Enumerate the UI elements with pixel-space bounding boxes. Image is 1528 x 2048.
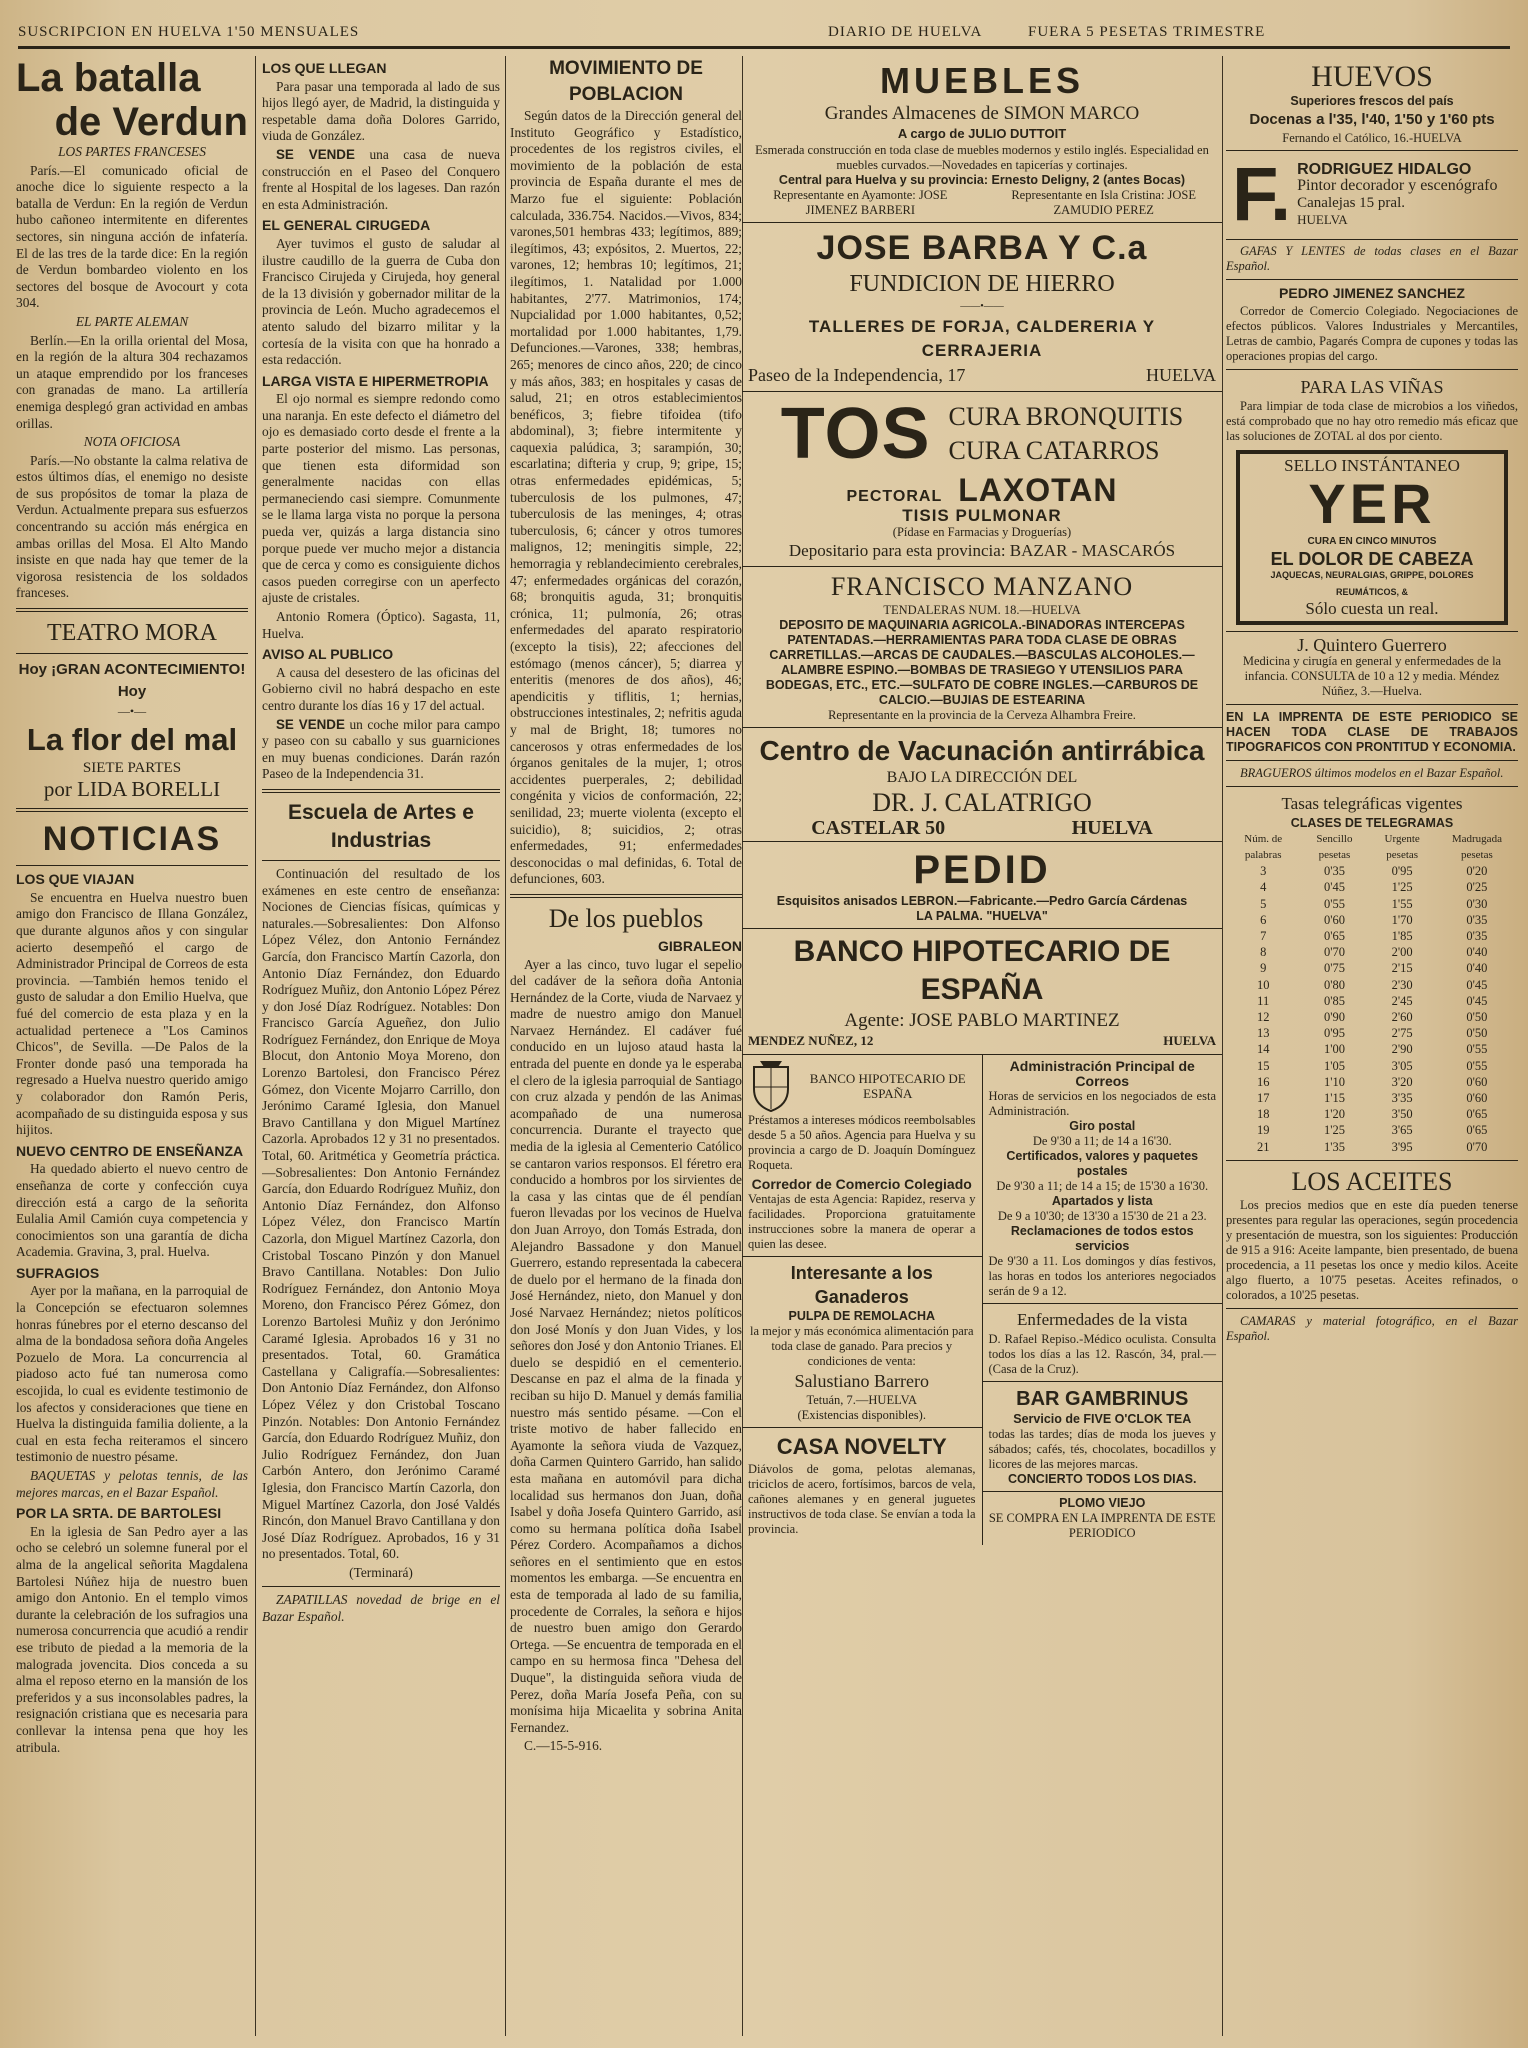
corredor-heading: Corredor de Comercio Colegiado xyxy=(751,1175,972,1192)
plomo-heading: PLOMO VIEJO xyxy=(1059,1495,1146,1510)
vinas-text: Para limpiar de toda clase de microbios a los viñedos, está comprobado que no hay otro remedio más eficaz que las soluciones de ZOTAL al dos por ciento. xyxy=(1226,398,1518,443)
tasas-table xyxy=(1226,831,1518,1155)
table-cell: 0'20 xyxy=(1466,864,1488,879)
table-row xyxy=(1226,960,1518,976)
novelty-text: Diávolos de goma, pelotas alemanas, triciclos de acero, fortísimos, barcos de vela, cañones alemanes y en general juguetes instructivos de toda clase. Se envían a toda la provincia. xyxy=(748,1461,976,1536)
ad-sello-yer xyxy=(1236,450,1508,626)
tos-word: TOS xyxy=(780,394,931,475)
table-cell: 3'35 xyxy=(1391,1091,1413,1105)
manzano-title: FRANCISCO MANZANO xyxy=(830,571,1134,601)
vende2-heading: SE VENDE xyxy=(276,716,345,732)
ad-huevos xyxy=(1226,56,1518,151)
cirugeda-text: Ayer tuvimos el gusto de saludar al ilustre caudillo de la guerra de Cuba don Francisco Cirujeda y Cirujeda, hoy general de la 13 división y gobernador militar de la provincia de León. Mucho agradecemos el atento saludo del bizarro militar y la cortesía de la visita con que ha honrado a esta redacción. xyxy=(262,235,500,368)
table-cell: 3 xyxy=(1260,864,1267,879)
pueblos-title: De los pueblos xyxy=(548,903,704,933)
table-cell: 0'65 xyxy=(1323,928,1345,943)
table-cell: 1'00 xyxy=(1323,1042,1345,1057)
pulpa-heading: PULPA DE REMOLACHA xyxy=(788,1308,936,1323)
barba-fundicion: FUNDICION DE HIERRO xyxy=(849,270,1115,297)
ad-muebles xyxy=(742,56,1222,223)
banco-title: BANCO HIPOTECARIO DE ESPAÑA xyxy=(793,934,1171,1006)
gambrinus-text: todas las tardes; días de moda los jueves y sábados; cafés, tés, chocolates, bocadillos y licores de las mejores marcas. xyxy=(988,1426,1216,1471)
bartolesi-text: En la iglesia de San Pedro ayer a las ocho se celebró un solemne funeral por el alma de la angelical señorita Magdalena Bartolesi Núñez hija de nuestro buen amigo don Antonio. En el templo vimos durante la celebración de los sufragios una numerosa concurrencia que acudió a rendir ese tributo de piedad a la memoria de la malograda jovencita. Dios conceda a su alma el reposo eterno en la mansión de los preferidos y a sus inconsolables padres, la resignación cristiana que es necesaria para conllevar la intensa pena que hoy les atribula. xyxy=(16,1523,248,1755)
ganaderos-title: Interesante a los Ganaderos xyxy=(790,1262,933,1307)
muebles-cargo: A cargo de JULIO DUTTOIT xyxy=(897,126,1067,141)
huevos-title: HUEVOS xyxy=(1311,60,1433,93)
muebles-rep-isla: Representante en Isla Cristina: JOSE ZAMUDIO PEREZ xyxy=(1011,187,1197,217)
tasas-title: Tasas telegráficas vigentes xyxy=(1281,793,1463,813)
muebles-title: MUEBLES xyxy=(879,60,1084,101)
vinas-title: PARA LAS VIÑAS xyxy=(1300,376,1444,397)
table-cell: 4 xyxy=(1260,880,1267,895)
table-row xyxy=(1226,944,1518,960)
romera-signature: Antonio Romera (Óptico). Sagasta, 11, Huelva. xyxy=(262,609,500,641)
aleman-heading: EL PARTE ALEMAN xyxy=(75,313,189,329)
huevos-precio: Docenas a l'35, l'40, 1'50 y 1'60 pts xyxy=(1249,111,1495,128)
hidalgo-initial: F. xyxy=(1232,152,1292,237)
muebles-sub: Grandes Almacenes de SIMON MARCO xyxy=(824,103,1140,124)
hidalgo-city: HUELVA xyxy=(1297,211,1348,227)
recl-text: De 9'30 a 11. Los domingos y días festivos, las horas en todos los anteriores negociados serán de 9 a 12. xyxy=(988,1253,1216,1298)
table-cell: 0'70 xyxy=(1466,1139,1488,1154)
table-cell: 12 xyxy=(1256,1009,1270,1024)
movimiento-title: MOVIMIENTO DE POBLACION xyxy=(549,58,703,105)
manzano-rep: Representante en la provincia de la Cerveza Alhambra Freire. xyxy=(828,707,1136,722)
ad-laxotan xyxy=(742,392,1222,567)
tasas-header: Núm. de palabras xyxy=(1244,832,1283,861)
table-cell: 3'65 xyxy=(1391,1123,1413,1138)
pedro-text: Corredor de Comercio Colegiado. Negociaciones de efectos públicos. Valores Industriales y Mercantiles, Letras de cambio, Pagarés Compra de cupones y todas las operaciones propias del cargo. xyxy=(1226,303,1518,363)
table-cell: 6 xyxy=(1260,912,1267,927)
muebles-rep-ayamonte: Representante en Ayamonte: JOSE JIMENEZ BARBERI xyxy=(773,187,948,217)
barrero-name: Salustiano Barrero xyxy=(794,1370,929,1391)
table-cell: 1'85 xyxy=(1391,928,1413,943)
cirugeda-heading: EL GENERAL CIRUGEDA xyxy=(262,217,431,234)
table-cell: 3'95 xyxy=(1391,1139,1413,1154)
table-row xyxy=(1226,879,1518,895)
table-cell: 15 xyxy=(1256,1058,1270,1073)
vista-text: El ojo normal es siempre redondo como una naranja. En este defecto el diámetro del ojo es demasiado corto desde el frente a la parte posterior del mismo. Las personas, que tienen esta diformidad son generalmente nacidas con ellas permaneciendo casi siempre. Comunmente se le llama larga vista no porque la persona pueda ver, quizás a larga distancia sino porque puede ver mucho mejor a distancia que de cerca y como es consiguiente dichos casos pueden corregirse con un aperfecto ajuste de cristales. xyxy=(262,391,500,606)
correos-text: Horas de servicios en los negociados de esta Administración. xyxy=(988,1088,1216,1118)
pectoral-label: PECTORAL xyxy=(846,488,943,506)
table-cell: 10 xyxy=(1256,977,1270,992)
table-row xyxy=(1226,1090,1518,1106)
teatro-line: Hoy ¡GRAN ACONTECIMIENTO! Hoy xyxy=(18,661,246,701)
subscription-outside: FUERA 5 PESETAS TRIMESTRE xyxy=(1028,24,1266,40)
corredor-text: Ventajas de esta Agencia: Rapidez, reserva y facilidades. Proporciona gratuitamente instrucciones sobre la manera de operar a quien las desee. xyxy=(748,1191,976,1251)
table-cell: 11 xyxy=(1257,993,1270,1008)
table-cell: 0'95 xyxy=(1391,864,1413,879)
apart-heading: Apartados y lista xyxy=(1051,1193,1153,1208)
table-row xyxy=(1226,912,1518,928)
sufragios-heading: SUFRAGIOS xyxy=(16,1264,100,1281)
tasas-header: Madrugada pesetas xyxy=(1451,832,1502,861)
table-cell: 16 xyxy=(1256,1074,1270,1089)
table-cell: 2'00 xyxy=(1391,945,1413,960)
aviso-heading: AVISO AL PUBLICO xyxy=(262,646,394,663)
movimiento-text: Según datos de la Dirección general del Instituto Geográfico y Estadístico, procedentes de los registros civiles, el movimiento de la población de esta provincia de España durante el mes de Marzo fue el siguiente: Población calculada, 336.754. Nacidos.—Vivos, 834; varones,501 hembras 433; legítimos, 889; ilegítimos, 43; expósitos, 2. Muertos, 22; varones, 12; hembras 10; legítimos, 21; ilegítimos, 1. Natalidad por 1.000 habitantes, 2'77. Matrimonios, 174; Nupcialidad por 1.000 habitantes, 0,52; mortalidad por 1.000 habitantes, 1,79. Defunciones.—Varones, 338; hembras, 265; menores de cinco años, 220; de cinco y más años, 383; en hospitales y casas de salud, 21; en otros establecimientos benéficos, 3; fiebre tifoidea (tifo abdominal), 3; fiebre intermitente y caquexia palúdica, 3; sarampión, 30; escarlatina; difteria y crup, 9; gripe, 15; otras enfermedades epidémicas, 5; tuberculosis de los pulmones, 47; tuberculosis de las meninges, 4; otras tuberculosis, 6; cáncer y otros tumores malignos, 12; meningitis simple, 22; hemorragia y reblandecimiento cerebrales, 47; enfermedades orgánicas del corazón, 68; bronquitis aguda, 31; bronquitis crónica, 11; pulmonía, 26; otras enfermedades del aparato respiratorio (excepto la tisis), 22; afecciones del estómago (menos cáncer), 5; diarrea y enteritis (menores de dos años), 46; apendicitis y tiflitis, 1; hernias, obstrucciones intestinales, 2; nefritis aguda y mal de Bright, 18; tumores no cancerosos y otras enfermedades de los órganos genitales de la mujer, 1; otros accidentes puerperales, 2; debilidad congénita y vicios de conformación, 22; senilidad, 23; muerte violenta (excepto el suicidio), 8; suicidios, 2; otras enfermedades, 91; enfermedades desconocidas o mal definidas, 6. Total de defunciones, 603. xyxy=(510,108,742,887)
table-cell: 1'70 xyxy=(1391,912,1413,927)
table-cell: 13 xyxy=(1256,1026,1270,1041)
plomo-text: SE COMPRA EN LA IMPRENTA DE ESTE PERIODICO xyxy=(988,1510,1216,1540)
escuela-text: Continuación del resultado de los exámenes en este centro de enseñanza: Nociones de Ciencias físicas, químicas y naturales.—Sobresalientes: Don Alfonso López Vélez, don Antonio Fernández García, don Francisco Martín Cazorla, don Antonio Díaz Fernández, don Eduardo Rodríguez Muñiz, don Antonio López Pérez y don José Díaz Rodríguez. Notables: Don Francisco García Agueñez, don Julio Rodríguez Fernández, don Enrique de Moya Blocut, don Antonio Moya Moreno, don Lorenzo Bartolesi, don Francisco Pérez Gómez, don Vicente Mojarro Carrillo, don Jerónimo Caramé Iglesia, don Manuel Bravo Cantillana y don Miguel Martínez Cazorla. Aprobados 12 y 31 no presentados. Total, 60. Aritmética y Geometría práctica.—Sobresalientes: Don Antonio Fernández García, don Eduardo Rodríguez Muñiz, don Antonio Díaz Fernández, don Alfonso López Vélez, don Francisco Martín Cazorla, don Miguel Martínez Cazorla, don Cristobal Toscano Pinzón y don Manuel Bravo Cantillana. Notables: Don Julio Rodríguez Fernández, don Antonio Moya Moreno, don Francisco Pérez Gómez, don Lorenzo Bartolesi Muñiz y don Jerónimo Caramé Iglesia. Aprobados 16 y 31 no presentados. Total, 60. Gramática Castellana y Caligrafía.—Sobresalientes: Don Antonio Díaz Fernández, don Alfonso López Vélez y don Cristobal Toscano Pinzón. Notables: Don Antonio Fernández García, don Eduardo Rodríguez Muñiz, don Julio Rodríguez Fernández, don Juan Carbón Antero, don Jerónimo Caramé Iglesia, don Francisco Martín Cazorla, don Miguel Martínez Cazorla, don José Valdés Rincón, don Manuel Bravo Cantillana y don José Díaz Rodríguez. Aprobados, 16 y 31 no presentados. Total, 60. xyxy=(262,865,500,1562)
flor-parts: SIETE PARTES xyxy=(82,759,182,776)
flor-title: La flor del mal xyxy=(26,721,238,757)
pulpa-text: la mejor y más económica alimentación para toda clase de ganado. Para precios y condiciones de venta: xyxy=(749,1323,974,1368)
table-cell: 0'50 xyxy=(1466,1009,1488,1024)
table-cell: 0'35 xyxy=(1466,912,1488,927)
table-cell: 3'20 xyxy=(1391,1074,1413,1089)
apart-text: De 9 a 10'30; de 13'30 a 15'30 de 21 a 23. xyxy=(997,1208,1207,1223)
table-cell: 1'15 xyxy=(1323,1091,1345,1105)
barba-city: HUELVA xyxy=(1145,365,1216,386)
yer-precio: Sólo cuesta un real. xyxy=(1305,598,1439,618)
vacuna-title: Centro de Vacunación antirrábica xyxy=(759,734,1205,766)
table-cell: 0'55 xyxy=(1466,1042,1488,1057)
laxotan-name: LAXOTAN xyxy=(958,472,1118,509)
vista-heading: LARGA VISTA E HIPERMETROPIA xyxy=(262,372,489,389)
banco-address: MENDEZ NUÑEZ, 12 xyxy=(748,1032,874,1048)
column-5 xyxy=(1226,56,1518,2046)
franceses-text: París.—El comunicado oficial de anoche dice lo siguiente respecto a la batalla de Verdun: En la región de Verdun hubo cañoneo intermitente en diferentes sectores, sin ninguna acción de infatería. El de las tres de la tarde dice: En la región de Verdun bombardeo violento en los sectores del bosque de Avocourt y cota 304. xyxy=(16,162,248,311)
table-cell: 1'20 xyxy=(1323,1107,1345,1122)
table-cell: 0'75 xyxy=(1323,961,1345,976)
noticias-title: NOTICIAS xyxy=(42,820,222,859)
table-row xyxy=(1226,1139,1518,1155)
huevos-address: Fernando el Católico, 16.-HUELVA xyxy=(1282,131,1462,145)
bartolesi-heading: POR LA SRTA. DE BARTOLESI xyxy=(16,1505,222,1522)
aviso-text: A causa del desestero de las oficinas del Gobierno civil no habrá despacho en este centro durante los días 16 y 17 del actual. xyxy=(262,664,500,713)
barba-address: Paseo de la Independencia, 17 xyxy=(748,365,966,386)
vacuna-city: HUELVA xyxy=(1071,817,1153,840)
barrero-address: Tetuán, 7.—HUELVA xyxy=(806,1392,918,1407)
table-cell: 0'95 xyxy=(1323,1026,1345,1041)
vacuna-bajo: BAJO LA DIRECCIÓN DEL xyxy=(886,768,1078,786)
huevos-sub: Superiores frescos del país xyxy=(1290,94,1454,108)
subscription-huelva: SUSCRIPCION EN HUELVA 1'50 MENSUALES xyxy=(18,24,360,40)
yer-name: YER xyxy=(1308,472,1436,536)
gafas-ad: GAFAS Y LENTES de todas clases en el Bazar Español. xyxy=(1226,244,1518,273)
teatro-title: TEATRO MORA xyxy=(46,620,217,647)
tasas-header: Sencillo pesetas xyxy=(1316,832,1353,861)
table-cell: 0'60 xyxy=(1323,912,1345,927)
table-cell: 2'45 xyxy=(1391,993,1413,1008)
barba-talleres: TALLERES DE FORJA, CALDERERIA Y CERRAJERIA xyxy=(808,317,1156,361)
table-row xyxy=(1226,977,1518,993)
tasas-clases: CLASES DE TELEGRAMAS xyxy=(1290,815,1454,830)
table-cell: 0'45 xyxy=(1323,880,1345,895)
ad-francisco-manzano xyxy=(742,567,1222,728)
ad-vacunacion xyxy=(742,728,1222,842)
llegan-text: Para pasar una temporada al lado de sus hijos llegó ayer, de Madrid, la distinguida y respetable dama doña Dolores Garrido, viuda de González. xyxy=(262,78,500,144)
table-cell: 0'30 xyxy=(1466,896,1488,911)
table-cell: 0'70 xyxy=(1323,945,1345,960)
table-cell: 0'80 xyxy=(1323,977,1345,992)
escuela-title: Escuela de Artes e Industrias xyxy=(288,800,474,852)
table-cell: 0'35 xyxy=(1466,928,1488,943)
camaras-ad: CAMARAS y material fotográfico, en el Bazar Español. xyxy=(1226,1313,1518,1343)
table-cell: 0'35 xyxy=(1323,864,1345,879)
barba-title: JOSE BARBA Y C.a xyxy=(816,228,1148,267)
table-cell: 0'45 xyxy=(1466,993,1488,1008)
table-cell: 0'45 xyxy=(1466,977,1488,992)
pedid-title: PEDID xyxy=(913,847,1051,892)
sufragios-text: Ayer por la mañana, en la parroquial de la Concepción se efectuaron solemnes honras fúnebres por el eterno descanso del alma de la bondadosa señora doña Angeles Pozuelo de Mora. La concurrencia al piadoso acto fué tan numerosa como escojida, lo cual es evidente testimonio de los afectos y consideraciones que tiene en Huelva la distinguida familia doliente, a la cual en esta fecha reiteramos el sincero testimonio de nuestro pésame. xyxy=(16,1283,248,1465)
vende1-text: una casa de nueva construcción en el Paseo del Conquero frente al Hospital de los lageses. Dan razón en esta Administración. xyxy=(262,146,500,212)
table-cell: 3'50 xyxy=(1391,1107,1413,1122)
hidalgo-oficio: Pintor decorador y escenógrafo xyxy=(1297,177,1498,195)
table-cell: 0'25 xyxy=(1466,880,1488,895)
newspaper-name: DIARIO DE HUELVA xyxy=(828,24,983,40)
table-cell: 2'75 xyxy=(1391,1026,1413,1041)
viajan-heading: LOS QUE VIAJAN xyxy=(16,871,135,888)
table-cell: 2'15 xyxy=(1391,961,1413,976)
table-cell: 0'65 xyxy=(1466,1107,1488,1122)
tasas-header: Urgente pesetas xyxy=(1384,832,1420,861)
table-row xyxy=(1226,896,1518,912)
verdun-title-line2: de Verdun xyxy=(54,100,248,144)
table-cell: 5 xyxy=(1260,896,1267,911)
corresponsal: C.—15-5-916. xyxy=(524,1738,603,1754)
table-cell: 0'55 xyxy=(1323,896,1345,911)
table-cell: 19 xyxy=(1256,1123,1270,1138)
table-cell: 1'10 xyxy=(1323,1074,1345,1089)
bh-name: BANCO HIPOTECARIO DE ESPAÑA xyxy=(809,1070,966,1101)
imprenta-notice: EN LA IMPRENTA DE ESTE PERIODICO SE HACEN TODA CLASE DE TRABAJOS TIPOGRAFICOS CON PRONTITUD Y ECONOMIA. xyxy=(1226,709,1518,754)
flor-author: por LIDA BORELLI xyxy=(43,777,221,802)
bh-text: Préstamos a intereses módicos reembolsables desde 5 a 50 años. Agencia para Huelva y su provincia a cargo de D. Joaquín Domínguez Roqueta. xyxy=(748,1112,976,1172)
ensenanza-text: Ha quedado abierto el nuevo centro de enseñanza de corte y confección cuya dirección está a cargo de la señorita Eulalia Amil Camión cuya competencia y conocimientos son una garantía de dicha Academia. Gravina, 3, pral. Huelva. xyxy=(16,1161,248,1260)
pedid-text: Esquisitos anisados LEBRON.—Fabricante.—Pedro García Cárdenas xyxy=(776,893,1188,908)
table-cell: 0'55 xyxy=(1466,1058,1488,1073)
table-cell: 0'65 xyxy=(1466,1123,1488,1138)
pedro-heading: PEDRO JIMENEZ SANCHEZ xyxy=(1279,285,1465,301)
table-cell: 17 xyxy=(1256,1091,1270,1105)
table-cell: 1'05 xyxy=(1323,1058,1345,1073)
yer-dolor: EL DOLOR DE CABEZA xyxy=(1270,548,1474,569)
table-row xyxy=(1226,1009,1518,1025)
baquetas-ad: BAQUETAS y pelotas tennis, de las mejores marcas, en el Bazar Español. xyxy=(16,1468,248,1500)
table-row xyxy=(1226,993,1518,1009)
table-row xyxy=(1226,1058,1518,1074)
table-cell: 0'50 xyxy=(1466,1026,1488,1041)
table-row xyxy=(1226,1106,1518,1122)
aceites-text: Los precios medios que en este día pueden tenerse presentes para regular las operaciones, según procedencia y presentación de muestra, son los siguientes: Producción de 915 a 916: Aceite lampante, bien presentado, de buena procedencia, a 11 pesetas los once y medio kilos. Aceite algo fluerto, a 10'75 pesetas. Aceites refinados, o colorados, a 10'25 pesetas. xyxy=(1226,1197,1518,1302)
ad-rodriguez-hidalgo xyxy=(1226,151,1518,240)
tisis-label: TISIS PULMONAR xyxy=(902,506,1062,526)
coat-of-arms-icon xyxy=(748,1059,794,1113)
vende2-text: un coche milor para campo y paseo con su caballo y sus guarniciones en muy buenas condiciones. Darán razón Paseo de la Independencia 31. xyxy=(262,716,500,782)
table-cell: 1'55 xyxy=(1391,896,1413,911)
ad-banco-hipotecario xyxy=(742,929,1222,1055)
table-row xyxy=(1226,1025,1518,1041)
aceites-title: LOS ACEITES xyxy=(1291,1166,1453,1196)
manzano-text: DEPOSITO DE MAQUINARIA AGRICOLA.-BINADORAS INTERCEPAS PATENTADAS.—HERRAMIENTAS PARA TODA CLASE DE OBRAS CARRETILLAS.—ARCAS DE CAUDALES.—BASCULAS ALCOHOLES.—ALAMBRE ESPINO.—BOMBAS DE TRASIEGO Y UTENSILIOS PARA BODEGAS, ETC., ETC.—SULFATO DE COBRE INGLES.—CARBUROS DE CALCIO.—BUJIAS DE ESTEARINA xyxy=(765,617,1199,707)
table-cell: 9 xyxy=(1260,961,1267,976)
oficiosa-heading: NOTA OFICIOSA xyxy=(83,434,181,450)
tos-cura-catarros: CURA CATARROS xyxy=(948,436,1160,466)
table-cell: 0'60 xyxy=(1466,1074,1488,1089)
column-2 xyxy=(262,56,500,2046)
column-1: La batalla de Verdun LOS PARTES FRANCESES París.—El comunicado oficial de anoche dice lo siguiente respecto a la batalla de Verdun: En la región de Verdun hubo cañoneo intermitente en diferentes sectores, sin ninguna acción de infatería. El de las tres de la tarde dice: En la región de Verdun bombardeo violento en los sectores del bosque de Avocourt y cota 304. EL PARTE ALEMAN Berlín.—En la orilla oriental del Mosa, en la región de la altura 304 rechazamos un ataque emprendido por los franceses con granadas de mano. La artillería enemiga desplegó gran actividad en ambas orillas. NOTA OFICIOSA París.—No obstante la calma relativa de estos últimos días, el enemigo no desiste de sus propósitos de tomar la plaza de Verdun. Actualmente prepara sus esfuerzos concentrando su acción más enérgica en ambas orillas del Mosa. El Alto Mando insiste en que nada hay que temer de la vigorosa resistencia de los soldados franceses. TEATRO MORA Hoy ¡GRAN ACONTECIMIENTO! Hoy —•— La flor del mal SIETE PARTES por LIDA BORELLI NOTICIAS LOS QUE VIAJAN Se encuentra en Huelva nuestro buen amigo don Francisco de Illana González, que durante algunos años y con singular acierto desempeñó el cargo de Administrador Principal de Correos de esta provincia. —También hemos tenido el gusto de saludar a don Emilio Huelva, que fué del comercio de esta plaza y en la actualidad pertenece a "Los Caminos Chicos", de Sevilla. —De Palos de la Fronter donde pasó una temporada ha regresado a Huelva nuestro querido amigo y colaborador don Ramón Peris, acompañado de su distinguida esposa y sus hijitos. NUEVO CENTRO DE ENSEÑANZA Ha quedado abierto el nuevo centro de enseñanza de corte y confección cuya dirección está a cargo de la señorita Eulalia Amil Camión cuya competencia y conocimientos son una garantía de dicha Academia. Gravina, 3, pral. Huelva. SUFRAGIOS Ayer por la mañana, en la parroquial de la Concepción se efectuaron solemnes honras fúnebres por el eterno descanso del alma de la bondadosa señora doña Angeles Pozuelo de Mora. La concurrencia al piadoso acto fué tan numerosa como escojida, lo cual es evidente testimonio de los afectos y consideraciones que tiene en Huelva la distinguida familia doliente, a la cual en esta fecha reiteramos el sincero testimonio de nuestro pésame. BAQUETAS y pelotas tennis, de las mejores marcas, en el Bazar Español. POR LA SRTA. DE BARTOLESI En la iglesia de San Pedro ayer a las ocho se celebró un solemne funeral por el alma de la angelical señorita Magdalena Bartolesi Núñez hija de nuestro buen amigo don Antonio. En el templo vimos durante la celebración de los sufragios una numerosa concurrencia que acudió a rendir ese tributo de piedad a la memoria de la malograda jovencita. Dios conceda a su alma el reposo eterno en la mansión de los preferidos y a sus inconsolables padres, la resignación cristiana que es necesaria para conllevar la intensa pena que hoy les atribula. xyxy=(16,56,248,1755)
table-cell: 8 xyxy=(1260,945,1267,960)
table-cell: 1'25 xyxy=(1323,1123,1345,1138)
table-cell: 0'40 xyxy=(1466,961,1488,976)
manzano-address: TENDALERAS NUM. 18.—HUELVA xyxy=(883,602,1081,617)
table-row xyxy=(1226,1041,1518,1057)
muebles-central: Central para Huelva y su provincia: Ernesto Deligny, 2 (antes Bocas) xyxy=(778,172,1186,187)
vende1-heading: SE VENDE xyxy=(276,146,355,162)
recl-heading: Reclamaciones de todos estos servicios xyxy=(1010,1223,1194,1253)
vista-ad-title: Enfermedades de la vista xyxy=(1017,1309,1188,1329)
banco-city: HUELVA xyxy=(1163,1032,1216,1048)
tos-cura-bronquitis: CURA BRONQUITIS xyxy=(948,402,1184,432)
hidalgo-address: Canalejas 15 pral. xyxy=(1297,195,1406,211)
gambrinus-service: Servicio de FIVE O'CLOK TEA xyxy=(1013,1411,1192,1426)
sello-title: SELLO INSTÁNTANEO xyxy=(1284,455,1460,475)
terminara: (Terminará) xyxy=(349,1564,413,1580)
repiso-text: D. Rafael Repiso.-Médico oculista. Consulta todos los días a las 12. Rascón, 34, pral.— (Casa de la Cruz). xyxy=(988,1331,1216,1376)
zapatillas-ad: ZAPATILLAS novedad de brige en el Bazar Español. xyxy=(262,1592,500,1625)
oficiosa-text: París.—No obstante la calma relativa de estos últimos días, el enemigo no desiste de sus propósitos de tomar la plaza de Verdun. Actualmente prepara sus esfuerzos concentrando su acción más enérgica en ambas orillas del Mosa. El Alto Mando insiste en que nada hay que temer de la vigorosa resistencia de los soldados franceses. xyxy=(16,452,248,601)
pidase-note: (Pídase en Farmacias y Droguerías) xyxy=(892,524,1072,539)
table-cell: 0'90 xyxy=(1323,1009,1345,1024)
depositario: Depositario para esta provincia: BAZAR - MASCARÓS xyxy=(788,540,1176,560)
table-cell: 18 xyxy=(1256,1107,1270,1122)
cert-heading: Certificados, valores y paquetes postales xyxy=(1006,1148,1199,1178)
table-cell: 7 xyxy=(1260,928,1267,943)
table-cell: 2'30 xyxy=(1391,977,1413,992)
table-cell: 21 xyxy=(1256,1139,1270,1154)
correos-title: Administración Principal de Correos xyxy=(1009,1057,1195,1089)
table-row xyxy=(1226,1122,1518,1138)
giro-text: De 9'30 a 11; de 14 a 16'30. xyxy=(1032,1133,1172,1148)
table-cell: 0'60 xyxy=(1466,1091,1488,1105)
table-cell: 0'40 xyxy=(1466,945,1488,960)
pedid-lugar: LA PALMA. "HUELVA" xyxy=(916,908,1048,923)
bragueros-ad: BRAGUEROS últimos modelos en el Bazar Español. xyxy=(1240,765,1504,780)
table-row xyxy=(1226,928,1518,944)
ensenanza-heading: NUEVO CENTRO DE ENSEÑANZA xyxy=(16,1142,244,1159)
giro-heading: Giro postal xyxy=(1069,1118,1136,1133)
vacuna-address: CASTELAR 50 xyxy=(811,817,946,840)
table-cell: 1'25 xyxy=(1391,880,1413,895)
table-cell: 2'90 xyxy=(1391,1042,1413,1057)
table-row xyxy=(1226,863,1518,879)
quintero-name: J. Quintero Guerrero xyxy=(1297,635,1447,656)
table-row xyxy=(1226,1074,1518,1090)
viajan-text: Se encuentra en Huelva nuestro buen amigo don Francisco de Illana González, que durante algunos años y con singular acierto desempeñó el cargo de Administrador Principal de Correos de esta provincia. —También hemos tenido el gusto de saludar a don Emilio Huelva, que fué del comercio de esta plaza y en la actualidad pertenece a "Los Caminos Chicos", de Sevilla. —De Palos de la Fronter donde pasó una temporada ha regresado a Huelva nuestro querido amigo y colaborador don Ramón Peris, acompañado de su distinguida esposa y sus hijitos. xyxy=(16,889,248,1138)
verdun-title-line1: La batalla xyxy=(16,56,201,100)
franceses-heading: LOS PARTES FRANCESES xyxy=(58,144,206,159)
banco-agente: Agente: JOSE PABLO MARTINEZ xyxy=(844,1009,1120,1031)
quintero-text: Medicina y cirugía en general y enfermedades de la infancia. CONSULTA de 10 a 12 y media. Méndez Núñez, 3.—Huelva. xyxy=(1242,653,1502,698)
yer-tipos: JAQUECAS, NEURALGIAS, GRIPPE, DOLORES REUMÁTICOS, & xyxy=(1270,570,1474,597)
ad-pedid xyxy=(742,842,1222,929)
column-4-ads xyxy=(742,56,1222,2046)
table-cell: 1'35 xyxy=(1323,1139,1345,1154)
llegan-heading: LOS QUE LLEGAN xyxy=(262,60,387,76)
muebles-text: Esmerada construcción en toda clase de muebles modernos y estilo inglés. Especialidad en muebles curvados.—Novedades en tapicerías y cortinajes. xyxy=(755,142,1209,172)
novelty-title: CASA NOVELTY xyxy=(776,1433,947,1459)
barrero-existencias: (Existencias disponibles). xyxy=(797,1407,926,1422)
pueblos-text: Ayer a las cinco, tuvo lugar el sepelio del cadáver de la señora doña Antonia Hernández de la Corte, viuda de Narvaez y madre de nuestro amigo don Manuel Narvaez Hernández. El cadáver fué conducido en un lujoso ataud hasta la entrada del puente en donde ya le esperaba el clero de la iglesia parroquial de Santiago con cruz alzada y pendón de las Animas acompañado de una numerosa concurrencia. Durante el trayecto que media de la iglesia al Cementerio Católico se cantaron varios responsos. El féretro era conducido a hombros por los sirvientes de la casa y las cintas que de él pendían fueron llevadas por los vecinos de Huelva don Juan Arroyo, don Tomás Estrada, don Alejandro Bassadone y don Manuel Guerrero, estando representada la cabecera de duelo por el hermano de la finada don José Hernández, nieto, don Manuel y don José Narvaez Hernández; nietos políticos don José Monís y don Juan Vides, y los señores don José y don Antonio Trianes. El duelo se despidió en el cementerio. Descanse en paz el alma de la finada y reciban su hijo D. Manuel y demás familia nuestro más sentido pésame. —Con el triste motivo de haber fallecido en Ayamonte la señora viuda de Vazquez, doña Carmen Quintero Garrido, han salido esta mañana en automóvil para dicha localidad sus hermanos don Juan, doña Isabel y doña Josefa Quintero Garrido, así como su hermana política doña Isabel Pérez Cordero. Acompañamos a dichos señores en el sentimiento que en estos momentos les embarga. —Se encuentra en esta de temporada al lado de su familia, procedente de Corrales, la señora e hijos de nuestro buen amigo don Gerardo Ortega. —Se encuentra de temporada en el campo en su hermosa finca "Dehesa del Duque", la distinguida señora viuda de Perez, doña María Josefa Peña, con su monísima hija Micaelita y sobrina Anita Fernandez. xyxy=(510,956,742,1735)
gibraleon-heading: GIBRALEON xyxy=(658,937,742,954)
gambrinus-title: BAR GAMBRINUS xyxy=(1016,1387,1189,1410)
masthead-strip xyxy=(18,20,1510,49)
ad-jose-barba: JOSE BARBA Y C.a FUNDICION DE HIERRO ——•—— TALLERES DE FORJA, CALDERERIA Y CERRAJERIA Paseo de la Independencia, 17 HUELVA xyxy=(742,223,1222,393)
aleman-text: Berlín.—En la orilla oriental del Mosa, en la región de la altura 304 rechazamos un ataque emprendido por los franceses con granadas de mano. La artillería enemiga desplegó gran actividad en ambas orillas. xyxy=(16,332,248,431)
yer-cura: CURA EN CINCO MINUTOS xyxy=(1307,536,1437,548)
cert-text: De 9'30 a 11; de 14 a 15; de 15'30 a 16'30. xyxy=(996,1178,1209,1193)
vacuna-doctor: DR. J. CALATRIGO xyxy=(872,788,1092,818)
table-cell: 0'85 xyxy=(1323,993,1345,1008)
table-cell: 3'05 xyxy=(1391,1058,1413,1073)
hidalgo-name: RODRIGUEZ HIDALGO xyxy=(1297,160,1472,178)
table-cell: 14 xyxy=(1256,1042,1270,1057)
column-3 xyxy=(510,56,742,2046)
table-cell: 2'60 xyxy=(1391,1009,1413,1024)
gambrinus-concierto: CONCIERTO TODOS LOS DIAS. xyxy=(1008,1471,1197,1486)
